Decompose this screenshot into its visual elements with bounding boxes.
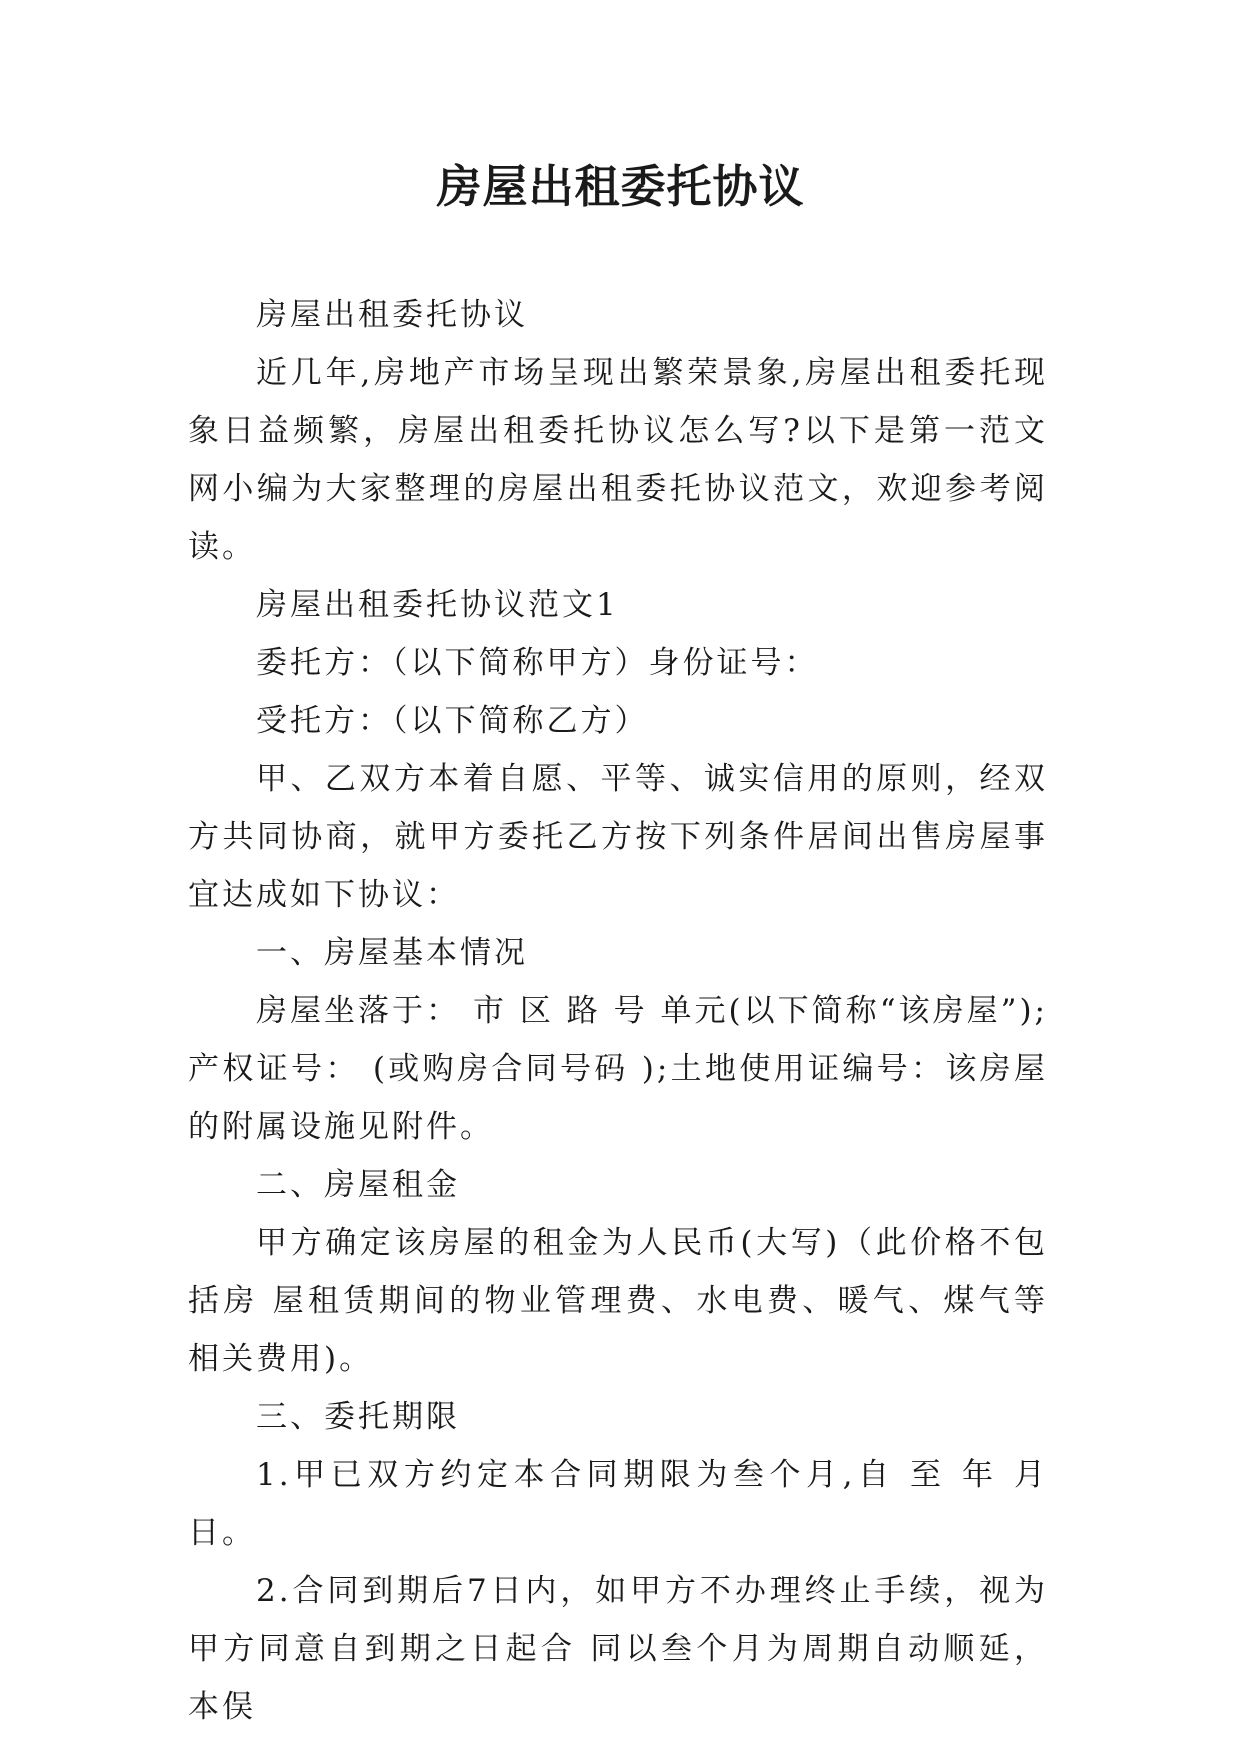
section-heading-1: 一、房屋基本情况 [256, 935, 528, 971]
paragraph-principal: 委托方：（以下简称甲方）身份证号： [256, 645, 819, 681]
paragraph-intro: 近几年,房地产市场呈现出繁荣景象,房屋出租委托现象日益频繁，房屋出租委托协议怎么写?以下是第一范文网小编为大家整理的房屋出租委托协议范文，欢迎参考阅读。 [188, 355, 1048, 565]
paragraph-agent: 受托方：（以下简称乙方） [256, 703, 649, 739]
paragraph-location: 房屋坐落于： 市 区 路 号 单元(以下简称“该房屋”);产权证号： (或购房合同号码 );土地使用证编号：该房屋的附属设施见附件。 [188, 993, 1048, 1145]
paragraph-agreement: 甲、乙双方本着自愿、平等、诚实信用的原则，经双方共同协商，就甲方委托乙方按下列条件居间出售房屋事宜达成如下协议： [188, 761, 1048, 913]
paragraph-sample-title: 房屋出租委托协议范文1 [256, 587, 619, 623]
section-heading-3: 三、委托期限 [256, 1399, 460, 1435]
paragraph-rent: 甲方确定该房屋的租金为人民币(大写)（此价格不包括房 屋租赁期间的物业管理费、水电费、暖气、煤气等相关费用)。 [188, 1225, 1048, 1377]
document-body [188, 286, 1048, 1736]
paragraph-term-2: 2.合同到期后7日内，如甲方不办理终止手续，视为甲方同意自到期之日起合 同以叁个月为周期自动顺延，本俣 [188, 1573, 1048, 1725]
section-heading-2: 二、房屋租金 [256, 1167, 460, 1203]
paragraph-heading: 房屋出租委托协议 [256, 297, 528, 333]
paragraph-term-1: 1.甲已双方约定本合同期限为叁个月,自 至 年 月 日。 [188, 1457, 1048, 1551]
document-title: 房屋出租委托协议 [436, 160, 805, 213]
